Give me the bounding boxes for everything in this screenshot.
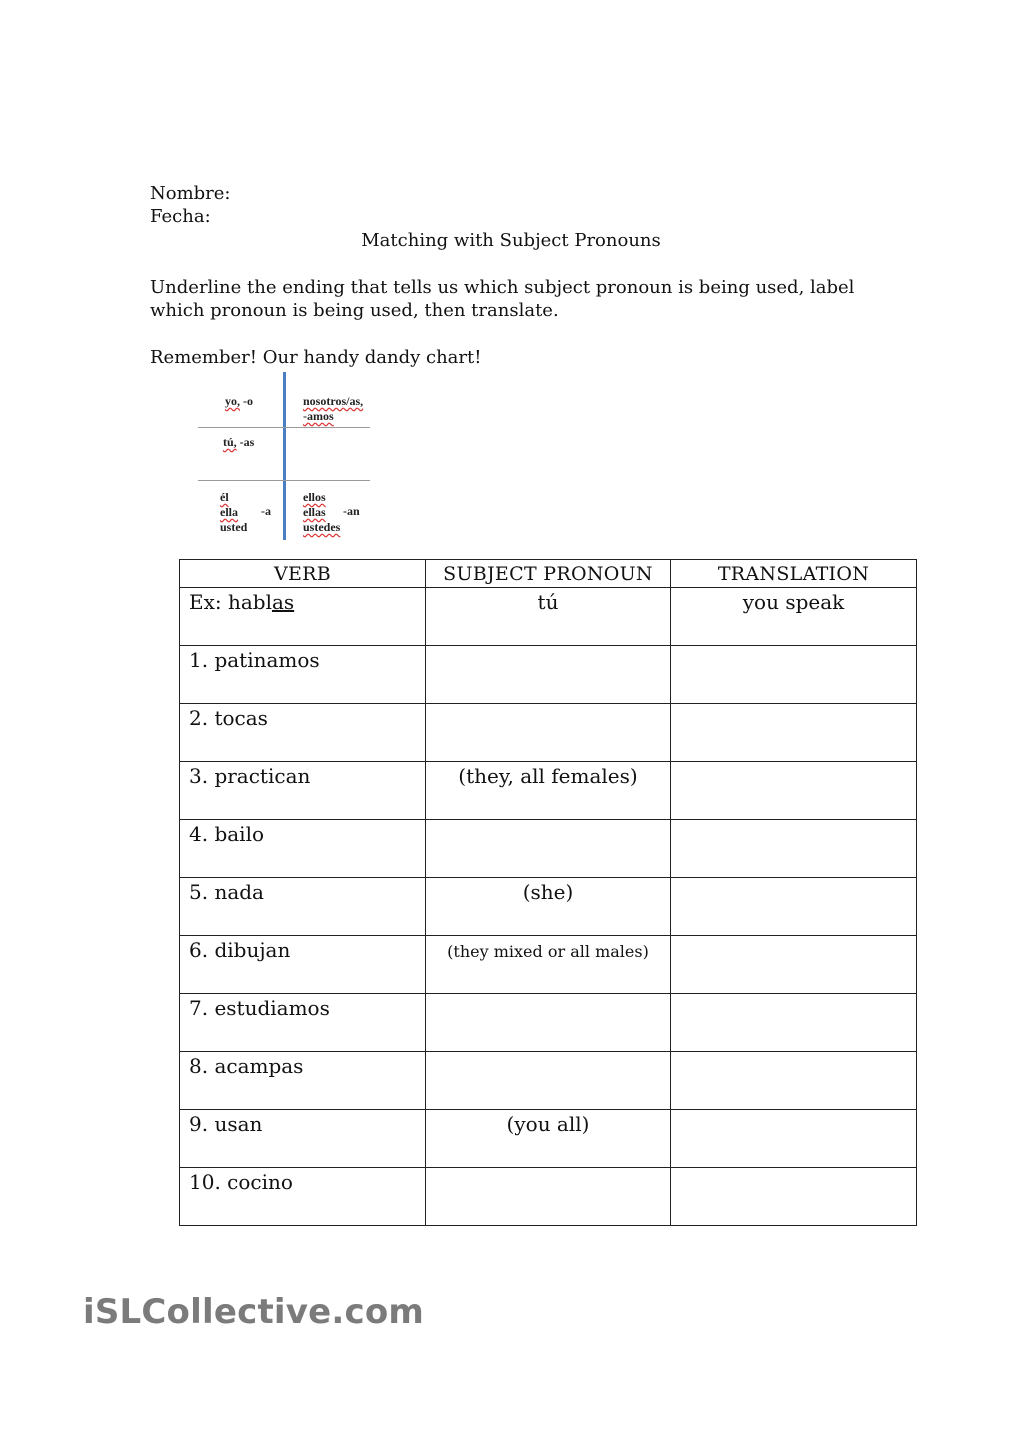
table-row: [180, 646, 917, 704]
chart-pronoun: usted: [220, 520, 248, 534]
translation-cell[interactable]: [671, 878, 917, 936]
chart-pronoun: ella: [220, 505, 238, 519]
verb-cell: 5. nada: [180, 878, 426, 936]
translation-cell[interactable]: [671, 994, 917, 1052]
table-row: [180, 1052, 917, 1110]
pronoun-cell[interactable]: [426, 646, 671, 704]
table-row: [180, 762, 917, 820]
chart-cell-ellos-ellas-ustedes: [303, 490, 340, 535]
chart-cell-nosotros: [303, 394, 363, 424]
chart-horizontal-divider: [198, 427, 370, 428]
pronoun-cell[interactable]: (you all): [426, 1110, 671, 1168]
chart-pronoun: yo,: [225, 394, 240, 408]
table-row: [180, 820, 917, 878]
verb-cell: 3. practican: [180, 762, 426, 820]
chart-ending-an: -an: [343, 504, 360, 518]
exercise-table: [179, 559, 917, 1226]
table-header-row: [180, 560, 917, 588]
pronoun-cell: tú: [426, 588, 671, 646]
table-row: [180, 994, 917, 1052]
chart-pronoun: tú,: [223, 435, 237, 449]
verb-cell: 1. patinamos: [180, 646, 426, 704]
column-header-verb: VERB: [180, 560, 426, 588]
table-row: [180, 1110, 917, 1168]
table-row: [180, 704, 917, 762]
chart-cell-el-ella-usted: [220, 490, 247, 535]
chart-ending-a: -a: [261, 504, 271, 518]
pronoun-cell[interactable]: (they, all females): [426, 762, 671, 820]
pronoun-cell[interactable]: [426, 820, 671, 878]
name-field-label: Nombre:: [150, 183, 231, 204]
pronoun-ending-chart: [196, 372, 378, 542]
pronoun-cell[interactable]: [426, 936, 671, 994]
verb-cell: 8. acampas: [180, 1052, 426, 1110]
translation-cell[interactable]: [671, 1168, 917, 1226]
verb-cell: 9. usan: [180, 1110, 426, 1168]
chart-ending: -o: [243, 394, 253, 408]
date-field-label: Fecha:: [150, 206, 211, 227]
column-header-translation: TRANSLATION: [671, 560, 917, 588]
verb-cell: 10. cocino: [180, 1168, 426, 1226]
column-header-subject-pronoun: SUBJECT PRONOUN: [426, 560, 671, 588]
translation-cell[interactable]: [671, 646, 917, 704]
chart-pronoun: él: [220, 490, 229, 504]
translation-cell[interactable]: [671, 1110, 917, 1168]
table-row: [180, 878, 917, 936]
table-row-example: [180, 588, 917, 646]
chart-pronoun: nosotros/as,: [303, 394, 364, 408]
translation-cell[interactable]: [671, 1052, 917, 1110]
pronoun-cell[interactable]: (she): [426, 878, 671, 936]
chart-pronoun: ellas: [303, 505, 326, 519]
verb-cell: [180, 588, 426, 646]
translation-cell[interactable]: [671, 704, 917, 762]
verb-cell: 4. bailo: [180, 820, 426, 878]
chart-pronoun: ustedes: [303, 520, 341, 534]
example-verb-stem: Ex: habl: [189, 590, 272, 614]
site-watermark: iSLCollective.com: [83, 1292, 425, 1332]
translation-cell[interactable]: [671, 762, 917, 820]
page-title: Matching with Subject Pronouns: [361, 230, 661, 251]
chart-ending: -as: [239, 435, 255, 449]
chart-vertical-divider: [283, 372, 286, 540]
table-row: [180, 936, 917, 994]
chart-cell-tu: [223, 435, 254, 450]
example-verb-ending: as: [271, 590, 295, 614]
chart-horizontal-divider: [198, 480, 370, 481]
pronoun-cell[interactable]: [426, 994, 671, 1052]
translation-cell[interactable]: [671, 936, 917, 994]
table-row: [180, 1168, 917, 1226]
verb-cell: 2. tocas: [180, 704, 426, 762]
reminder-text: Remember! Our handy dandy chart!: [150, 347, 482, 368]
pronoun-cell[interactable]: [426, 704, 671, 762]
pronoun-cell[interactable]: [426, 1052, 671, 1110]
verb-cell: 6. dibujan: [180, 936, 426, 994]
chart-ending: -amos: [303, 409, 334, 423]
chart-pronoun: ellos: [303, 490, 326, 504]
translation-cell: you speak: [671, 588, 917, 646]
pronoun-hint: (they mixed or all males): [447, 942, 649, 961]
pronoun-cell[interactable]: [426, 1168, 671, 1226]
chart-cell-yo: [225, 394, 253, 409]
instructions-text: Underline the ending that tells us which subject pronoun is being used, label which pronoun is being used, then translate.: [150, 277, 855, 321]
verb-cell: 7. estudiamos: [180, 994, 426, 1052]
translation-cell[interactable]: [671, 820, 917, 878]
